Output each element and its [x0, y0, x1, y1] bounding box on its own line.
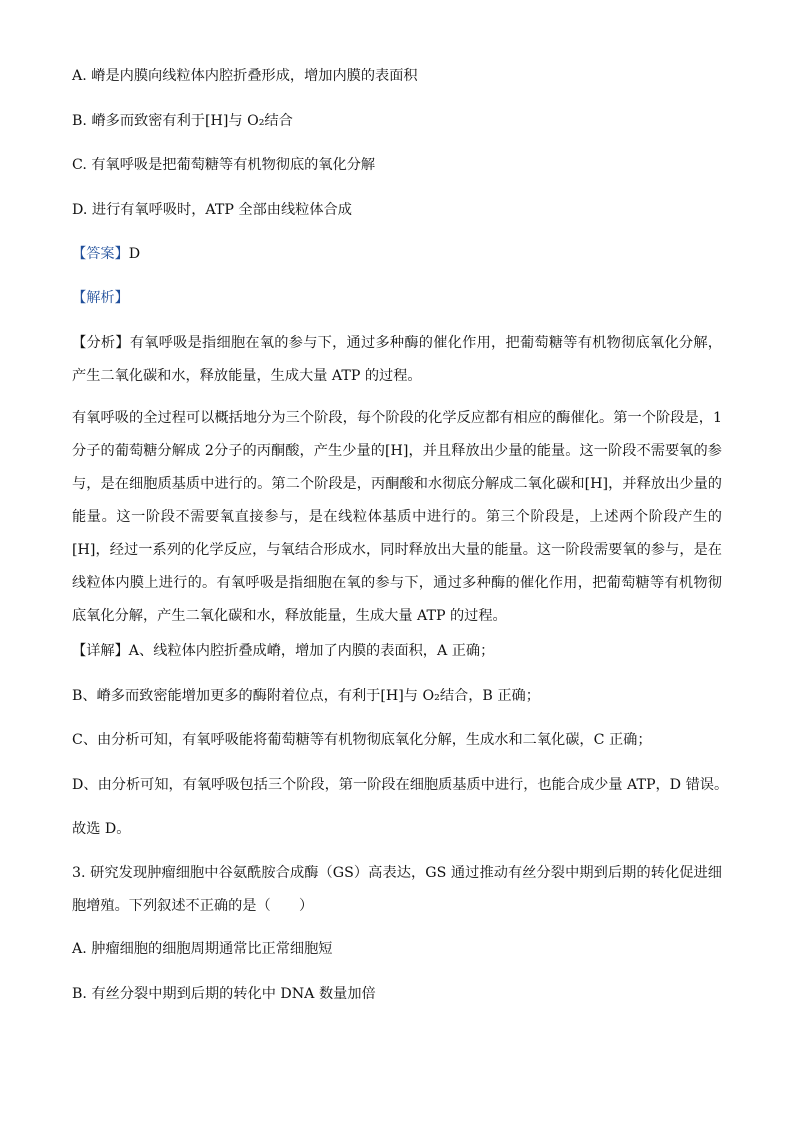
answer-value: D: [128, 246, 141, 262]
analysis-heading: [72, 288, 722, 308]
detail-label: 【详解】: [72, 643, 129, 659]
fenxi-text: 有氧呼吸是指细胞在氧的参与下，通过多种酶的催化作用，把葡萄糖等有机物彻底氧化分解，产生二氧化碳和水，释放能量，生成大量 ATP 的过程。: [72, 335, 722, 384]
detail-line-b: B、嵴多而致密能增加更多的酶附着位点，有利于[H]与 O₂结合，B 正确；: [72, 688, 540, 704]
fenxi-paragraph: [72, 327, 722, 393]
question-3-stem: 3. 研究发现肿瘤细胞中谷氨酰胺合成酶（GS）高表达，GS 通过推动有丝分裂中期到后期的转化促进细胞增殖。下列叙述不正确的是（ ）: [72, 865, 722, 914]
question-3-option-b: B. 有丝分裂中期到后期的转化中 DNA 数量加倍: [72, 986, 376, 1002]
conclusion-line: 故选 D。: [72, 821, 131, 837]
option-c-prev: C. 有氧呼吸是把葡萄糖等有机物彻底的氧化分解: [72, 157, 376, 173]
analysis-label: 【解析】: [72, 290, 129, 306]
option-a-prev: A. 嵴是内膜向线粒体内腔折叠形成，增加内膜的表面积: [72, 68, 418, 84]
option-b-prev: B. 嵴多而致密有利于[H]与 O₂结合: [72, 113, 293, 129]
detail-line-a: [72, 641, 722, 661]
detail-line-d: D、由分析可知，有氧呼吸包括三个阶段，第一阶段在细胞质基质中进行，也能合成少量 ATP，D 错误。: [72, 777, 729, 793]
detail-line-c: C、由分析可知，有氧呼吸能将葡萄糖等有机物彻底氧化分解，生成水和二氧化碳，C 正确；: [72, 732, 652, 748]
body-paragraph: 有氧呼吸的全过程可以概括地分为三个阶段，每个阶段的化学反应都有相应的酶催化。第一个阶段是，1分子的葡萄糖分解成 2分子的丙酮酸，产生少量的[H]，并且释放出少量的能量。这一阶段不需要氧的参与，是在细胞质基质中进行的。第二个阶段是，丙酮酸和水彻底分解成二氧化碳和[H]，并释放出少量的能量。这一阶段不需要氧直接参与，是在线粒体基质中进行的。第三个阶段是，上述两个阶段产生的[H]，经过一系列的化学反应，与氧结合形成水，同时释放出大量的能量。这一阶段需要氧的参与，是在线粒体内膜上进行的。有氧呼吸是指细胞在氧的参与下，通过多种酶的催化作用，把葡萄糖等有机物彻底氧化分解，产生二氧化碳和水，释放能量，生成大量 ATP 的过程。: [72, 410, 722, 624]
option-d-prev: D. 进行有氧呼吸时，ATP 全部由线粒体合成: [72, 202, 352, 218]
answer-label: 【答案】: [72, 246, 129, 262]
answer-line: [72, 244, 722, 264]
question-3-option-a: A. 肿瘤细胞的细胞周期通常比正常细胞短: [72, 941, 333, 957]
fenxi-label: 【分析】: [72, 335, 130, 351]
detail-first: A、线粒体内腔折叠成嵴，增加了内膜的表面积，A 正确；: [128, 643, 495, 659]
